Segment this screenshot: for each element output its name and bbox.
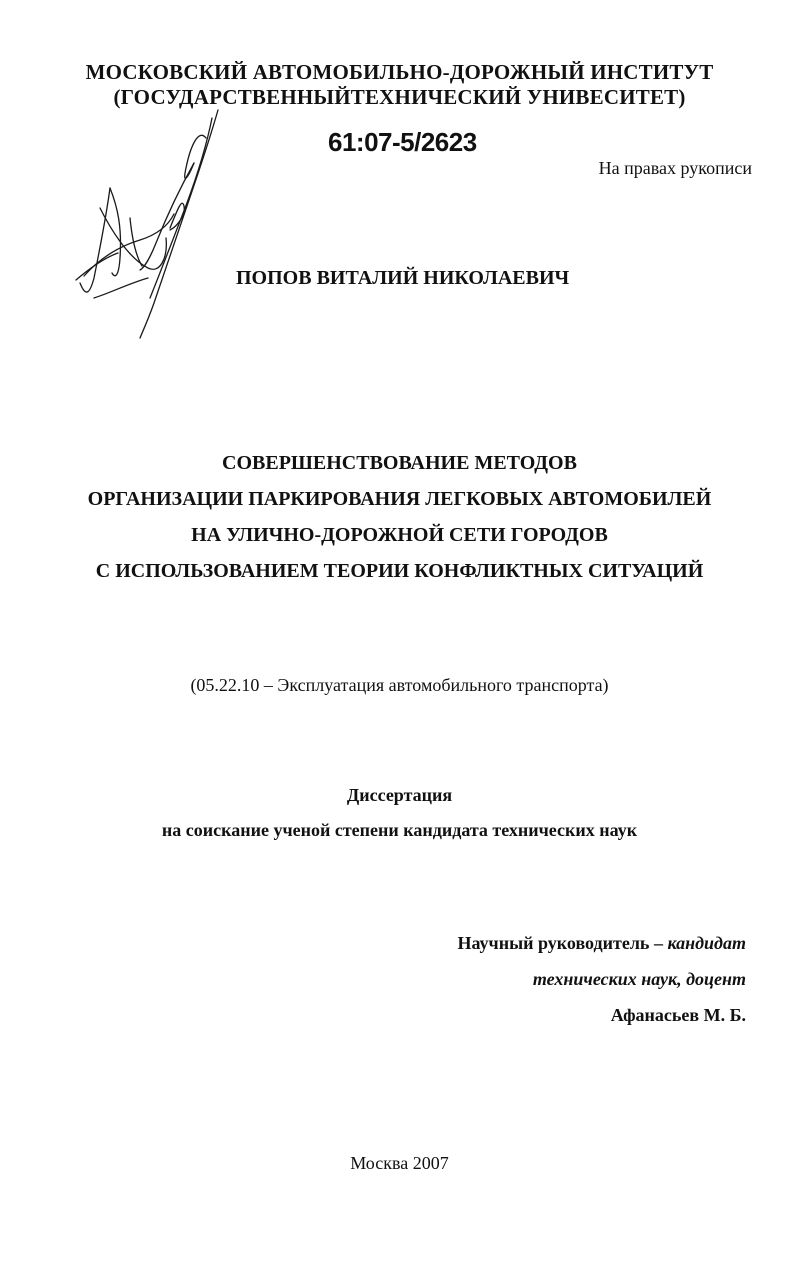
supervisor-role-line-1 [457,933,746,954]
degree-statement: на соискание ученой степени кандидата технических наук [161,820,638,840]
title-line-3: НА УЛИЧНО-ДОРОЖНОЙ СЕТИ ГОРОДОВ [191,524,608,546]
supervisor-role-line-2: технических наук, доцент [532,969,746,989]
specialty-code: (05.22.10 – Эксплуатация автомобильного транспорта) [190,675,609,695]
city-year: Москва 2007 [350,1153,449,1173]
author-name: ПОПОВ ВИТАЛИЙ НИКОЛАЕВИЧ [236,267,570,289]
document-code: 61:07-5/2623 [328,127,477,157]
title-line-4: С ИСПОЛЬЗОВАНИЕМ ТЕОРИИ КОНФЛИКТНЫХ СИТУАЦИЙ [95,560,704,582]
supervisor-name: Афанасьев М. Б. [610,1005,746,1025]
title-line-2: ОРГАНИЗАЦИИ ПАРКИРОВАНИЯ ЛЕГКОВЫХ АВТОМОБИЛЕЙ [87,488,712,510]
rights-note: На правах рукописи [598,158,752,178]
supervisor-role-prefix: Научный руководитель – [457,933,668,953]
dissertation-label: Диссертация [346,785,453,805]
supervisor-degree-part-1: кандидат [667,933,746,953]
handwritten-signature [70,108,240,340]
institute-name-line-1: МОСКОВСКИЙ АВТОМОБИЛЬНО-ДОРОЖНЫЙ ИНСТИТУТ [85,60,714,84]
title-line-1: СОВЕРШЕНСТВОВАНИЕ МЕТОДОВ [222,452,577,474]
institute-name-line-2: (ГОСУДАРСТВЕННЫЙТЕХНИЧЕСКИЙ УНИВЕСИТЕТ) [113,85,686,109]
